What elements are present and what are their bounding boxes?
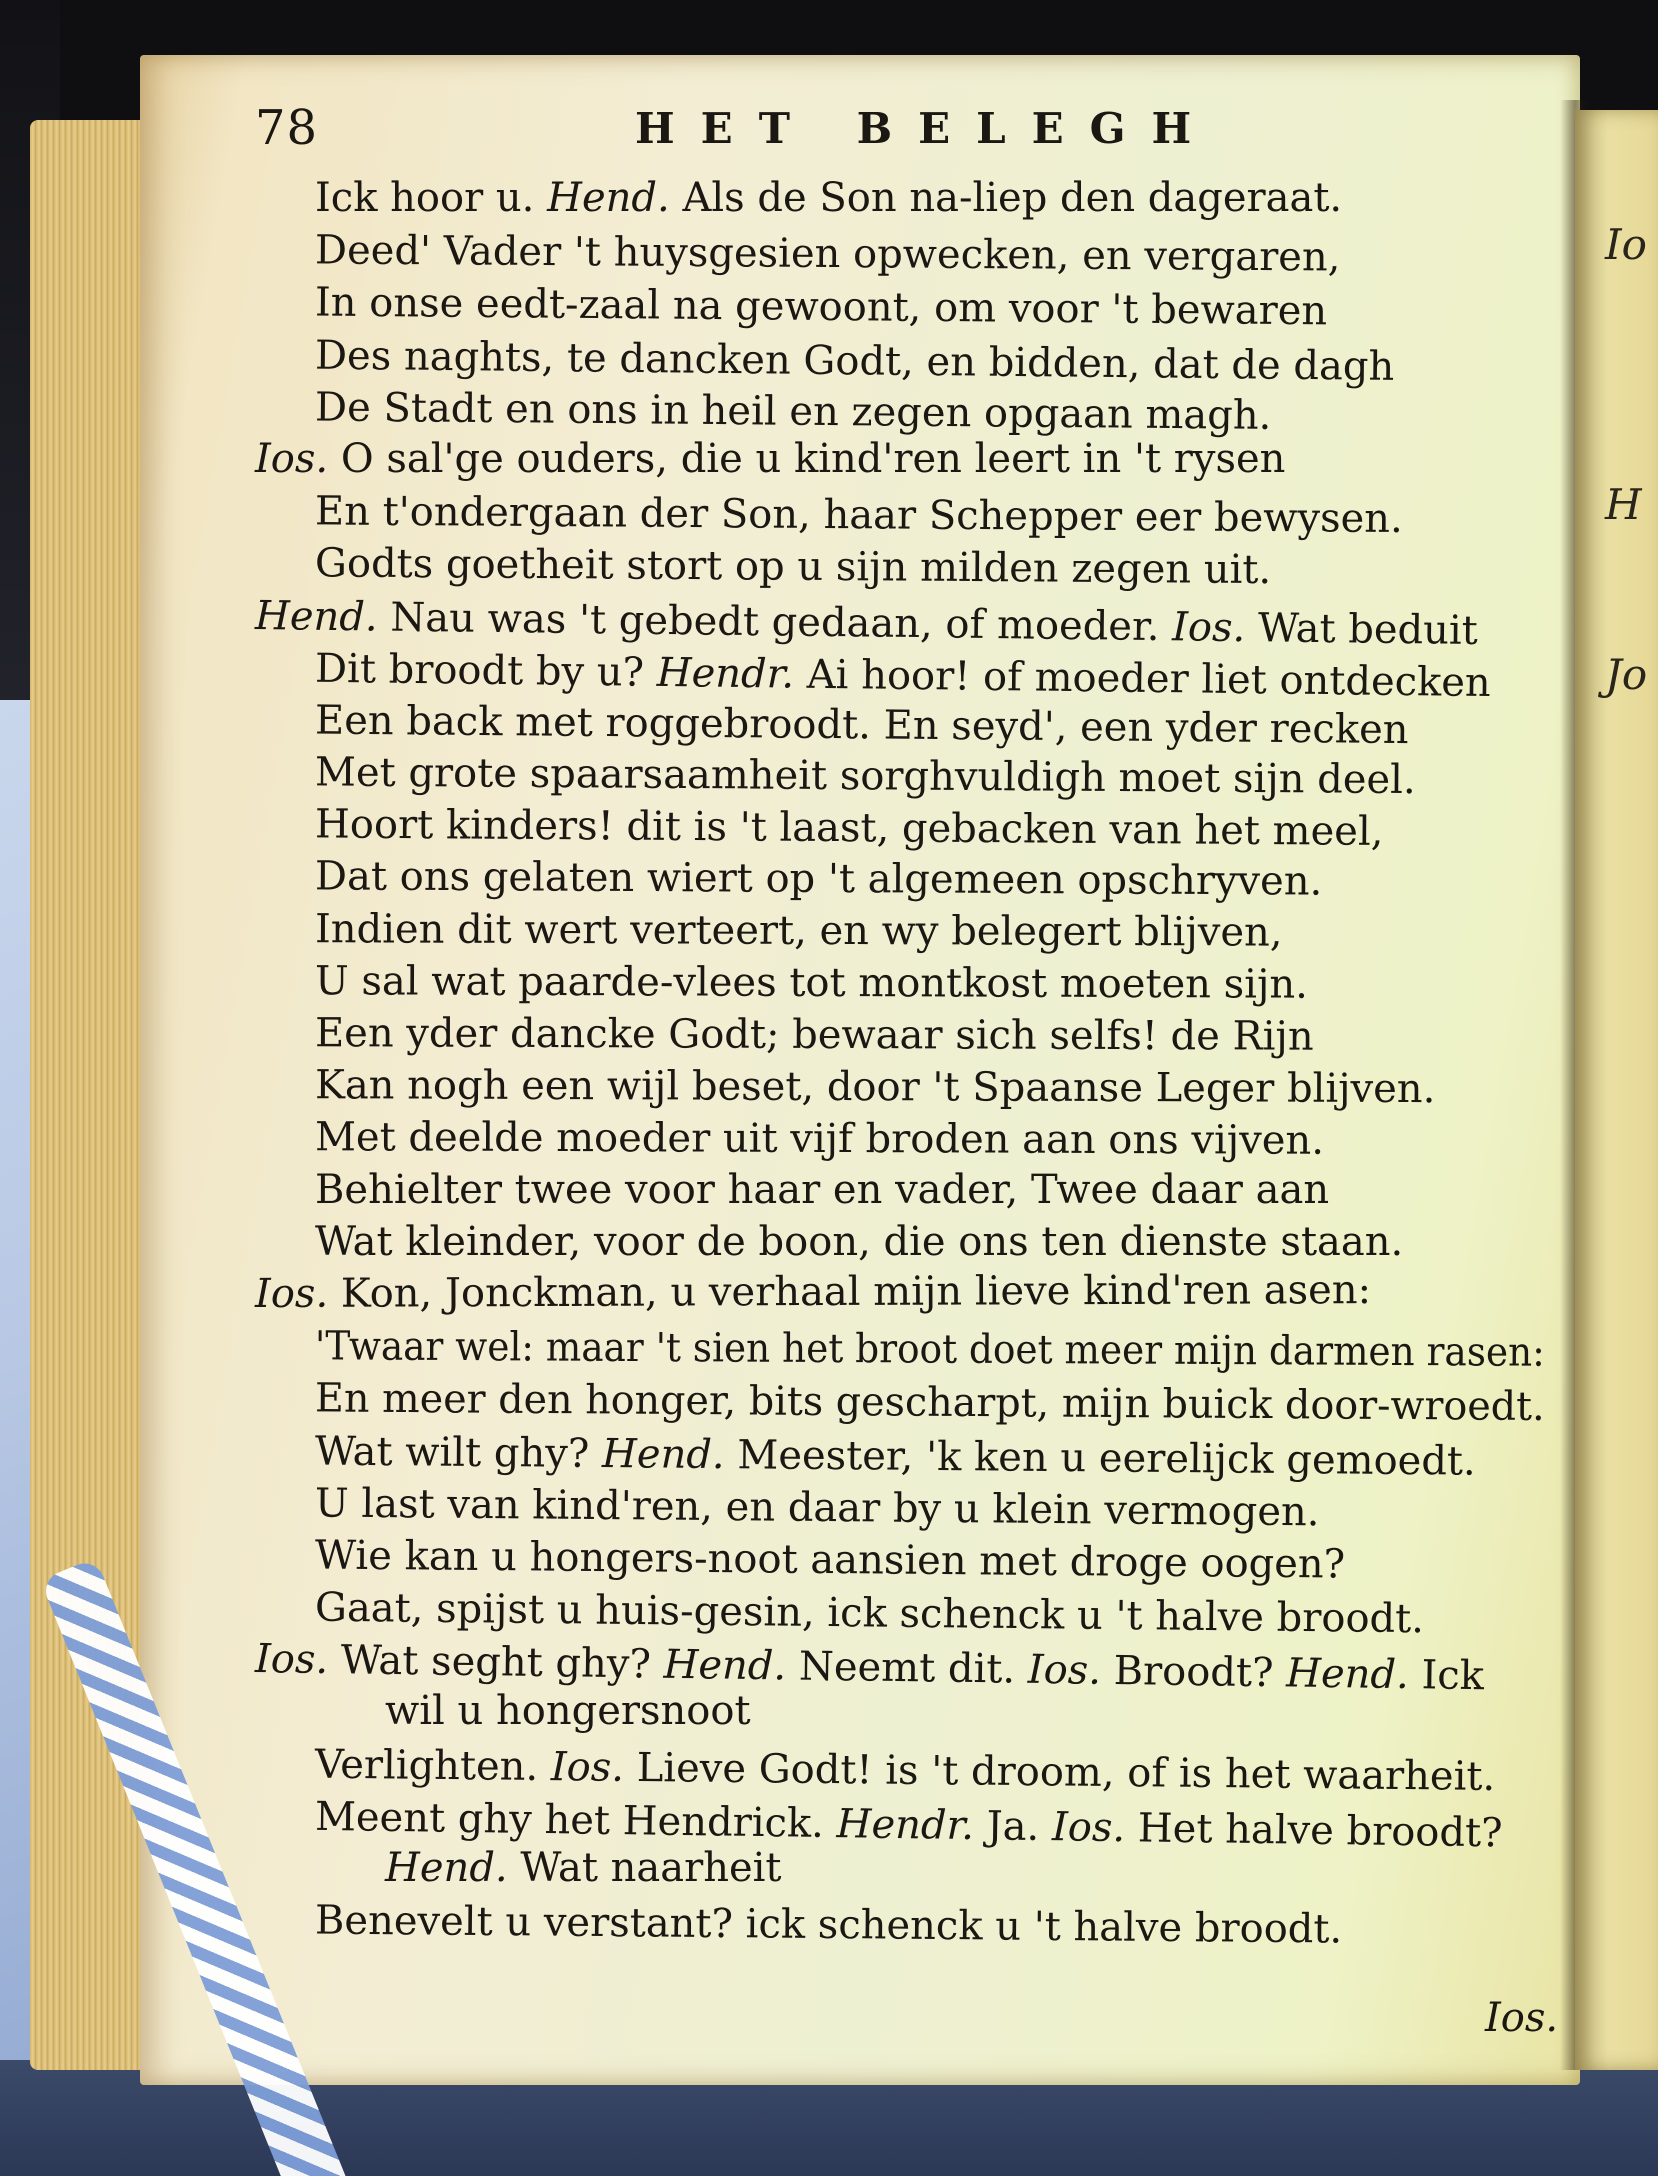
verse-line	[255, 1059, 1555, 1116]
verse-line	[255, 1216, 1555, 1268]
verse-text-span: De Stadt en ons in heil en zegen opgaan magh.	[314, 384, 1272, 439]
speaker-name: Ios.	[254, 1270, 329, 1317]
verse-text-span: Gaat, spijst u huis-gesin, ick schenck u 't halve broodt.	[314, 1584, 1425, 1643]
speaker-name: Ios.	[550, 1743, 625, 1791]
verse-line	[255, 746, 1555, 807]
verse-text-span: Neemt dit.	[785, 1643, 1029, 1694]
verse-text-span: Dit broodt by u?	[314, 645, 658, 696]
speaker-name: Ios.	[254, 1636, 329, 1684]
verse-line	[255, 172, 1555, 224]
speaker-name: Ios.	[1051, 1803, 1126, 1851]
verse-text-span: Wat kleinder, voor de boon, die ons ten dienste staan.	[315, 1218, 1404, 1265]
page-number: 78	[255, 100, 319, 156]
verse-line	[255, 1842, 1555, 1894]
speaker-name: Hend.	[1285, 1650, 1410, 1699]
speaker-name: Hendr.	[656, 649, 795, 698]
verse-text-span: Een yder dancke Godt; bewaar sich selfs! de Rijn	[314, 1010, 1314, 1060]
verse-text-span: U sal wat paarde-vlees tot montkost moeten sijn.	[314, 958, 1308, 1008]
verse-text-span: Als de Son na-liep den dageraat.	[669, 175, 1343, 221]
verse-line	[255, 1320, 1555, 1379]
verse-text-span: Wat seght ghy?	[327, 1637, 664, 1688]
facing-page-fragment: H	[1605, 480, 1642, 529]
verse-text-span: Hoort kinders! dit is 't laast, gebacken van het meel,	[314, 801, 1384, 856]
speaker-name: Hend.	[601, 1430, 725, 1478]
verse-text-span: Lieve Godt! is 't droom, of is het waarheit.	[623, 1744, 1496, 1800]
verse-text-span: Benevelt u verstant? ick schenck u 't halve broodt.	[314, 1897, 1343, 1953]
verse-text-span: Nau was 't gebedt gedaan, of moeder.	[377, 594, 1173, 650]
verse-text-span: Ick	[1408, 1652, 1485, 1700]
verse-line	[255, 485, 1555, 546]
speaker-name: Hendr.	[836, 1800, 975, 1849]
facing-page-fragment: Jo	[1605, 650, 1648, 699]
speaker-name: Ios.	[255, 435, 329, 482]
verse-line	[255, 1685, 1555, 1737]
verse-text-span: Het halve broodt?	[1124, 1804, 1503, 1857]
verse-line	[255, 1263, 1555, 1320]
speaker-name: Hend.	[385, 1845, 508, 1891]
verse-text-span: Ja.	[973, 1802, 1053, 1850]
verse-text-span: In onse eedt-zaal na gewoont, om voor 't bewaren	[314, 279, 1328, 335]
verse-text-span: U last van kind'ren, en daar by u klein vermogen.	[314, 1480, 1320, 1535]
verse-text-span: Wat naarheit	[507, 1845, 782, 1891]
catchword: Ios.	[1485, 1995, 1559, 2041]
verse-line	[255, 850, 1555, 909]
verse-text-span: En meer den honger, bits gescharpt, mijn buick door-wroedt.	[314, 1375, 1545, 1431]
verse-text-span: Godts goetheit stort op u sijn milden zegen uit.	[314, 540, 1272, 594]
verse-text-span: Behielter twee voor haar en vader, Twee daar aan	[315, 1166, 1330, 1213]
verse-text-span: Ai hoor! of moeder liet ontdecken	[793, 651, 1492, 706]
speaker-name: Hend.	[663, 1641, 787, 1690]
speaker-name: Hend.	[547, 175, 670, 221]
verse-text-span: 'Twaar wel: maar 't sien het broot doet meer mijn darmen rasen:	[314, 1323, 1545, 1376]
speaker-name: Ios.	[1027, 1647, 1102, 1695]
verse-line	[255, 224, 1555, 285]
facing-page	[1575, 110, 1658, 2070]
verse-text-span: Wat wilt ghy?	[314, 1428, 603, 1477]
verse-line	[255, 1111, 1555, 1168]
verse-line	[255, 903, 1555, 960]
speaker-name: Ios.	[1171, 603, 1246, 651]
verse-text-span: Ick hoor u.	[315, 175, 548, 221]
verse-text-span: Des naghts, te dancken Godt, en bidden, dat de dagh	[314, 332, 1395, 390]
verse-text-span: Meent ghy het Hendrick.	[314, 1793, 837, 1847]
verse-text-span: Kan nogh een wijl beset, door 't Spaanse Leger blijven.	[314, 1062, 1436, 1113]
speaker-name: Hend.	[254, 592, 378, 640]
verse-text-span: Verlighten.	[314, 1741, 552, 1790]
verse-text-span: Met grote spaarsaamheit sorghvuldigh moet sijn deel.	[314, 749, 1416, 804]
verse-text-span: Meester, 'k ken u eerelijck gemoedt.	[724, 1431, 1476, 1485]
verse-text-span: Broodt?	[1100, 1648, 1287, 1697]
verse-text	[254, 172, 1555, 1953]
verse-line	[255, 537, 1555, 598]
verse-text-span: Wie kan u hongers-noot aansien met droge oogen?	[314, 1532, 1346, 1588]
verse-line	[255, 433, 1555, 485]
verse-text-span: Een back met roggebroodt. En seyd', een yder recken	[314, 697, 1409, 753]
page-content	[254, 100, 1555, 1953]
verse-line	[255, 955, 1555, 1012]
verse-text-span: Indien dit wert verteert, en wy belegert blijven,	[314, 905, 1283, 956]
verse-text-span: Dat ons gelaten wiert op 't algemeen opschryven.	[314, 853, 1323, 906]
facing-page-fragment: Io	[1605, 220, 1647, 269]
page-header	[255, 100, 1555, 180]
verse-text-span: wil u hongersnoot	[385, 1688, 751, 1735]
verse-text-span: Met deelde moeder uit vijf broden aan ons vijven.	[314, 1114, 1325, 1165]
verse-line	[255, 1007, 1555, 1064]
verse-text-span: Wat beduit	[1245, 604, 1479, 654]
verse-text-span: Deed' Vader 't huysgesien opwecken, en vergaren,	[314, 227, 1341, 281]
verse-line	[255, 1372, 1555, 1433]
verse-text-span: Kon, Jonckman, u verhaal mijn lieve kind'ren asen:	[328, 1267, 1372, 1317]
verse-line	[255, 1164, 1555, 1216]
verse-text-span: O sal'ge ouders, die u kind'ren leert in 't rysen	[328, 435, 1286, 482]
running-title: HET BELEGH	[635, 104, 1218, 153]
verse-text-span: En t'ondergaan der Son, haar Schepper eer bewysen.	[314, 488, 1403, 543]
